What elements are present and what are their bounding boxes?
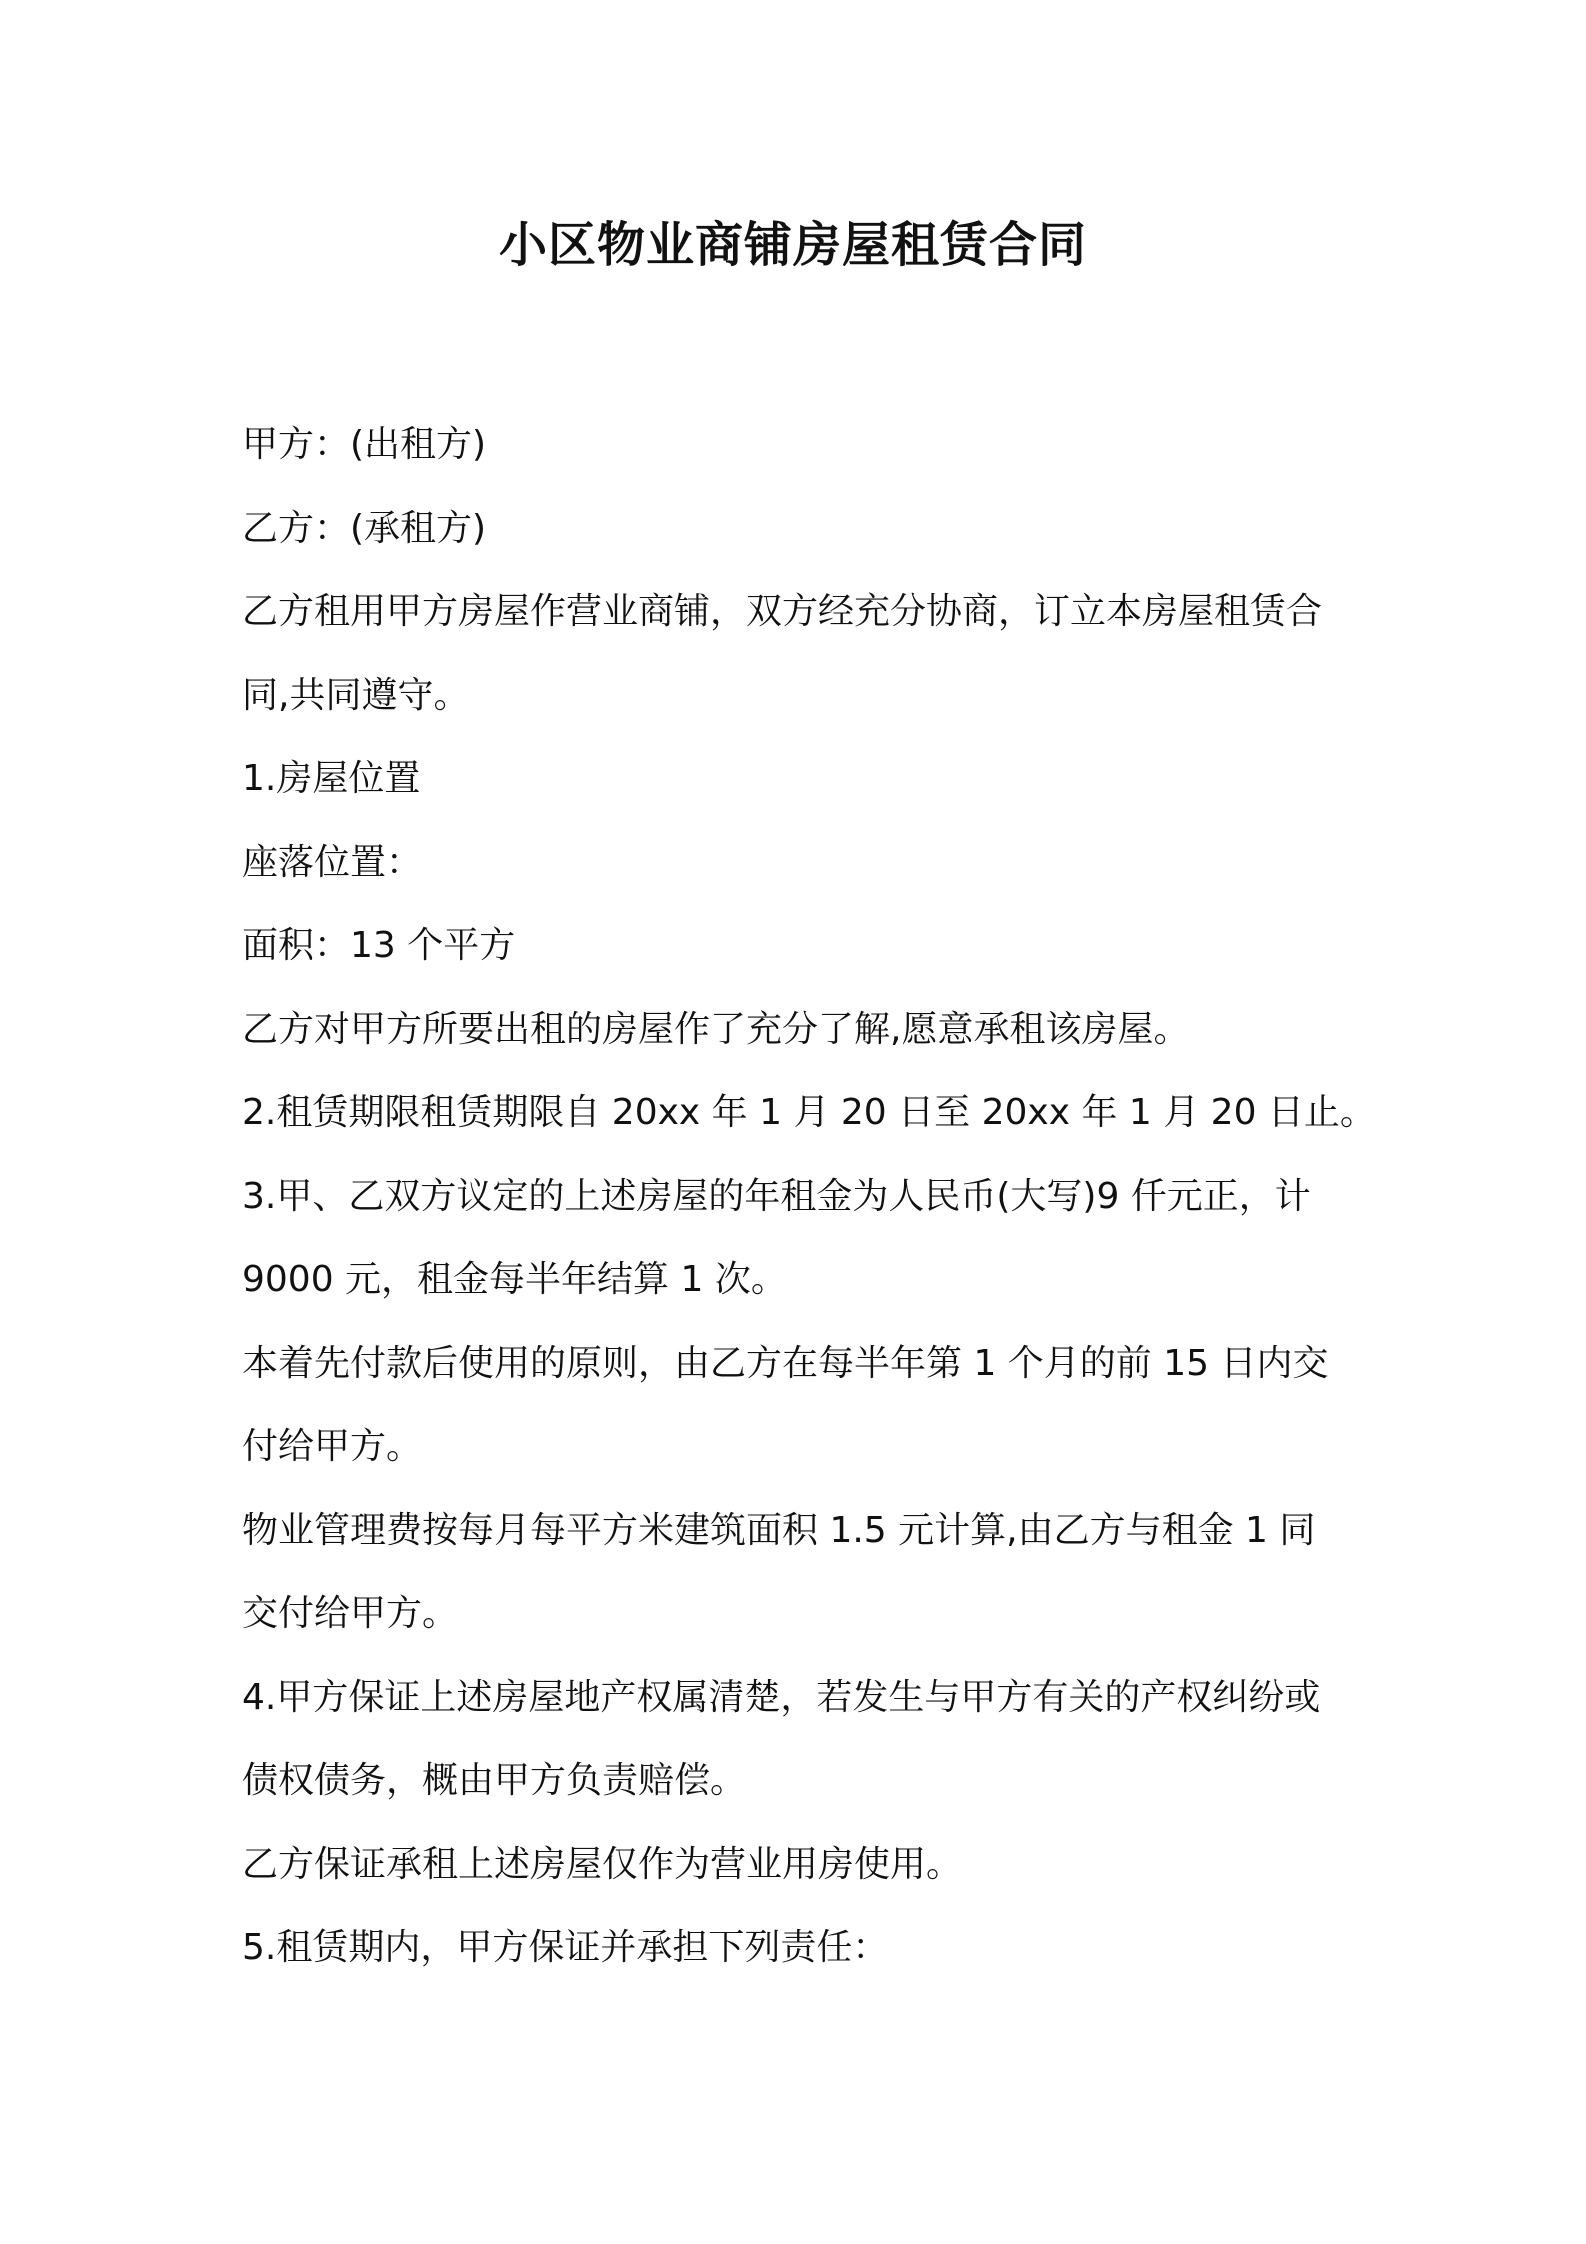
line-party-b: 乙方：(承租方) [242,507,487,549]
line-fee-1: 物业管理费按每月每平方米建筑面积 1.5 元计算,由乙方与租金 1 同 [242,1509,1316,1551]
document-body [242,403,1376,1990]
line-section-3-1: 3.甲、乙双方议定的上述房屋的年租金为人民币(大写)9 仟元正，计 [242,1175,1311,1217]
line-section-5: 5.租赁期内，甲方保证并承担下列责任： [242,1927,889,1968]
line-section-4-2: 债权债务，概由甲方负责赔偿。 [242,1760,747,1801]
line-payment-1: 本着先付款后使用的原则，由乙方在每半年第 1 个月的前 15 日内交 [242,1342,1329,1384]
line-intro-2: 同,共同遵守。 [242,674,470,716]
line-section-4-1: 4.甲方保证上述房屋地产权属清楚，若发生与甲方有关的产权纠纷或 [242,1676,1321,1718]
line-section-3-2: 9000 元，租金每半年结算 1 次。 [242,1259,787,1300]
line-fee-2: 交付给甲方。 [242,1593,459,1634]
line-usage: 乙方保证承租上述房屋仅作为营业用房使用。 [242,1843,963,1885]
line-understanding: 乙方对甲方所要出租的房屋作了充分了解,愿意承租该房屋。 [242,1008,1190,1050]
document-title: 小区物业商铺房屋租赁合同 [498,217,1087,273]
line-section-1: 1.房屋位置 [242,758,421,799]
line-payment-2: 付给甲方。 [242,1426,423,1467]
line-intro-1: 乙方租用甲方房屋作营业商铺，双方经充分协商，订立本房屋租赁合 [242,591,1323,632]
line-area: 面积：13 个平方 [242,925,516,966]
line-section-2: 2.租赁期限租赁期限自 20xx 年 1 月 20 日至 20xx 年 1 月 20 日止。 [242,1092,1376,1133]
line-location: 座落位置： [242,841,423,883]
line-party-a: 甲方：(出租方) [242,424,487,465]
